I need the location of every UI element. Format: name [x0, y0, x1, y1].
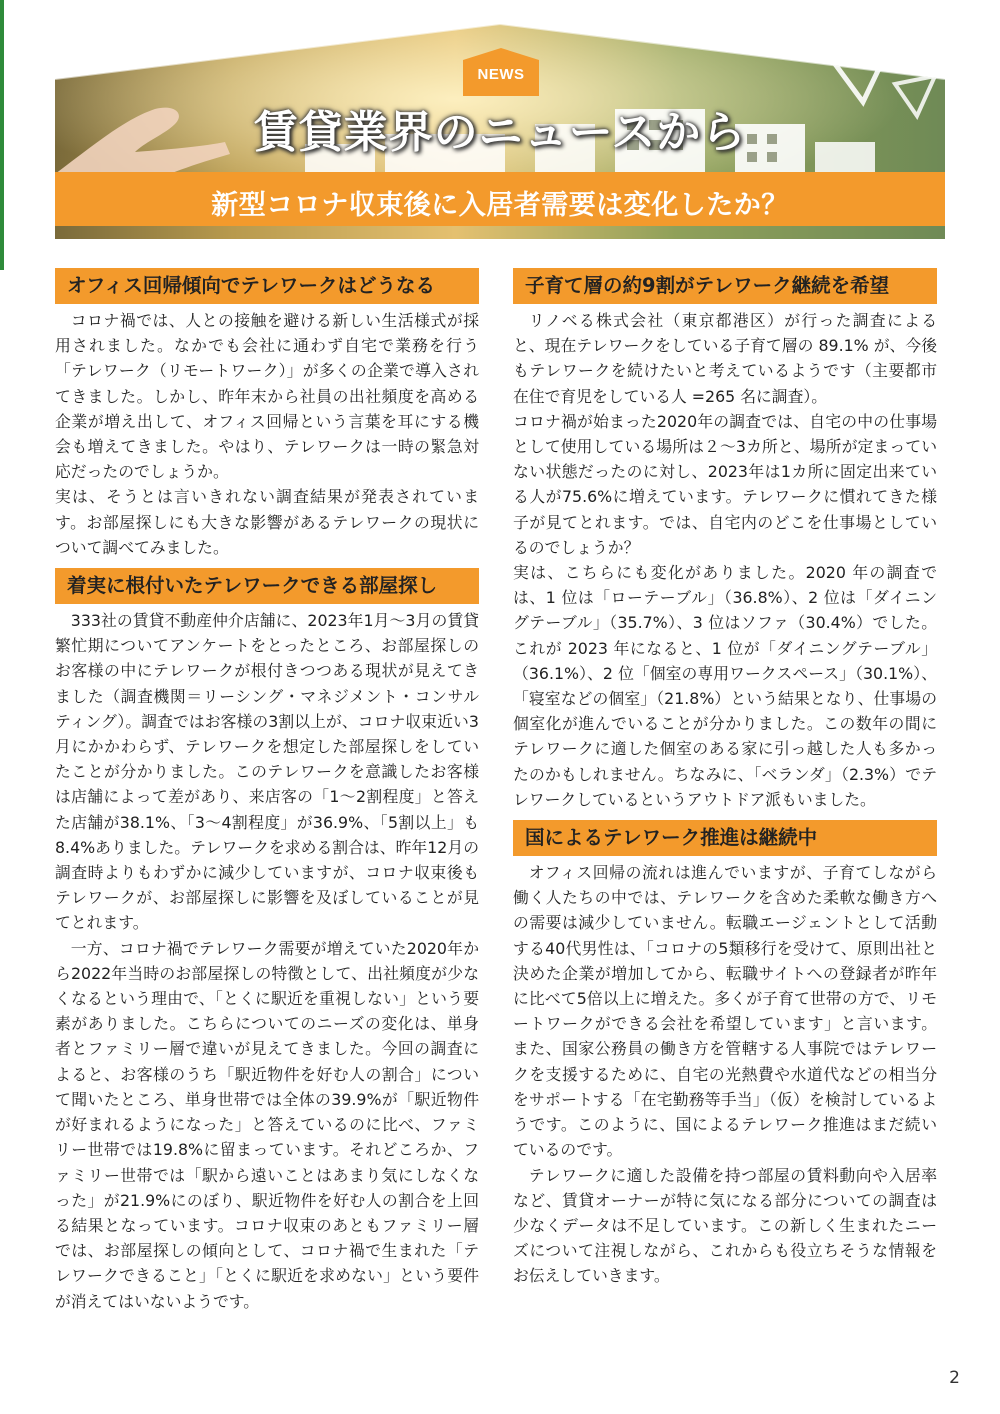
paragraph: テレワークに適した設備を持つ部屋の賃料動向や入居率など、賃貸オーナーが特に気になる部分についての調査は少なくデータは不足しています。この新しく生まれたニーズについて注視しながら、これからも役立ちそうな情報をお伝えしていきます。	[513, 1165, 937, 1286]
paragraph: リノベる株式会社（東京都港区）が行った調査によると、現在テレワークをしている子育て層の 89.1% が、今後もテレワークを続けたいと考えているようです（主要都市在住で育児をしている人 =265 名に調査）。	[513, 311, 937, 406]
section-body-room-search	[55, 604, 479, 1322]
page-title: 賃貸業界のニュースから	[253, 107, 747, 158]
news-badge-label: NEWS	[477, 66, 525, 83]
section-heading-government: 国によるテレワーク推進は継続中	[513, 820, 937, 856]
header-banner	[55, 24, 945, 239]
section-heading-office-return: オフィス回帰傾向でテレワークはどうなる	[55, 268, 479, 304]
section-heading-parenting: 子育て層の約9割がテレワーク継続を希望	[513, 268, 937, 304]
right-column	[513, 268, 937, 1297]
paragraph: 実は、そうとは言いきれない調査結果が発表されています。お部屋探しにも大きな影響があるテレワークの現状について調べてみました。	[55, 487, 479, 557]
side-accent-bar	[0, 0, 4, 270]
subtitle-band	[55, 172, 945, 226]
left-column	[55, 268, 479, 1322]
section-body-government	[513, 856, 937, 1296]
section-body-parenting	[513, 304, 937, 820]
section-body-office-return	[55, 304, 479, 568]
paragraph: 実は、こちらにも変化がありました。2020 年の調査では、1 位は「ローテーブル」（36.8%）、2 位は「ダイニングテーブル」（35.7%）、3 位はソファ（30.4%）でした。これが 2023 年になると、1 位が「ダイニングテーブル」（36.1%）、2 位「個室の専用ワークスペース」（30.1%）、「寝室などの個室」（21.8%）という結果となり、仕事場の個室化が進んでいることが分かりました。この数年の間にテレワークに適した個室のある家に引っ越した人も多かったのかもしれません。ちなみに、「ベランダ」（2.3%）でテレワークしているというアウトドア派もいました。	[513, 563, 937, 809]
paragraph: 一方、コロナ禍でテレワーク需要が増えていた2020年から2022年当時のお部屋探しの特徴として、出社頻度が少なくなるという理由で、「とくに駅近を重視しない」という要素がありました。こちらについてのニーズの変化は、単身者とファミリー層で違いが見えてきました。今回の調査によると、お客様のうち「駅近物件を好む人の割合」について聞いたところ、単身世帯では全体の39.9%が「駅近物件が好まれるようになった」と答えているのに比べ、ファミリー世帯では19.8%に留まっています。それどころか、ファミリー世帯では「駅から遠いことはあまり気にしなくなった」が21.9%にのぼり、駅近物件を好む人の割合を上回る結果となっています。コロナ収束のあともファミリー層では、お部屋探しの傾向として、コロナ禍で生まれた「テレワークできること」「とくに駅近を求めない」という要件が消えてはいないようです。	[55, 938, 479, 1311]
paragraph: 333社の賃貸不動産仲介店舗に、2023年1月〜3月の賃貸繁忙期についてアンケートをとったところ、お部屋探しのお客様の中にテレワークが根付きつつある現状が見えてきました（調査機関＝リーシング・マネジメント・コンサルティング）。調査ではお客様の3割以上が、コロナ収束近い3月にかかわらず、テレワークを想定した部屋探しをしていたことが分かりました。このテレワークを意識したお客様は店舗によって差があり、来店客の「1〜2割程度」と答えた店舗が38.1%、「3〜4割程度」が36.9%、「5割以上」も8.4%ありました。テレワークを求める割合は、昨年12月の調査時よりもわずかに減少していますが、コロナ収束後もテレワークが、お部屋探しに影響を及ぼしていることが見てとれます。	[55, 611, 479, 933]
page-subtitle: 新型コロナ収束後に入居者需要は変化したか？	[211, 190, 789, 221]
news-badge	[463, 48, 539, 96]
page-number: 2	[949, 1368, 960, 1388]
paragraph: オフィス回帰の流れは進んでいますが、子育てしながら働く人たちの中では、テレワークを含めた柔軟な働き方への需要は減少していません。転職エージェントとして活動する40代男性は、「コロナの5類移行を受けて、原則出社と決めた企業が増加してから、転職サイトへの登録者が昨年に比べて5倍以上に増えた。多くが子育て世帯の方で、リモートワークができる会社を希望しています」と言います。また、国家公務員の働き方を管轄する人事院ではテレワークを支援するために、自宅の光熱費や水道代などの相当分をサポートする「在宅勤務等手当」（仮）を検討しているようです。このように、国によるテレワーク推進はまだ続いているのです。	[513, 863, 937, 1160]
section-heading-room-search: 着実に根付いたテレワークできる部屋探し	[55, 568, 479, 604]
paragraph: コロナ禍が始まった2020年の調査では、自宅の中の仕事場として使用している場所は２〜3カ所と、場所が定まっていない状態だったのに対し、2023年は1カ所に固定出来ている人が75.6%に増えています。テレワークに慣れてきた様子が見てとれます。では、自宅内のどこを仕事場としているのでしょうか？	[513, 411, 937, 557]
paragraph: コロナ禍では、人との接触を避ける新しい生活様式が採用されました。なかでも会社に通わず自宅で業務を行う「テレワーク（リモートワーク）」が多くの企業で導入されてきました。しかし、昨年末から社員の出社頻度を高める企業が増え出して、オフィス回帰という言葉を耳にする機会も増えてきました。やはり、テレワークは一時の緊急対応だったのでしょうか。	[55, 311, 479, 482]
